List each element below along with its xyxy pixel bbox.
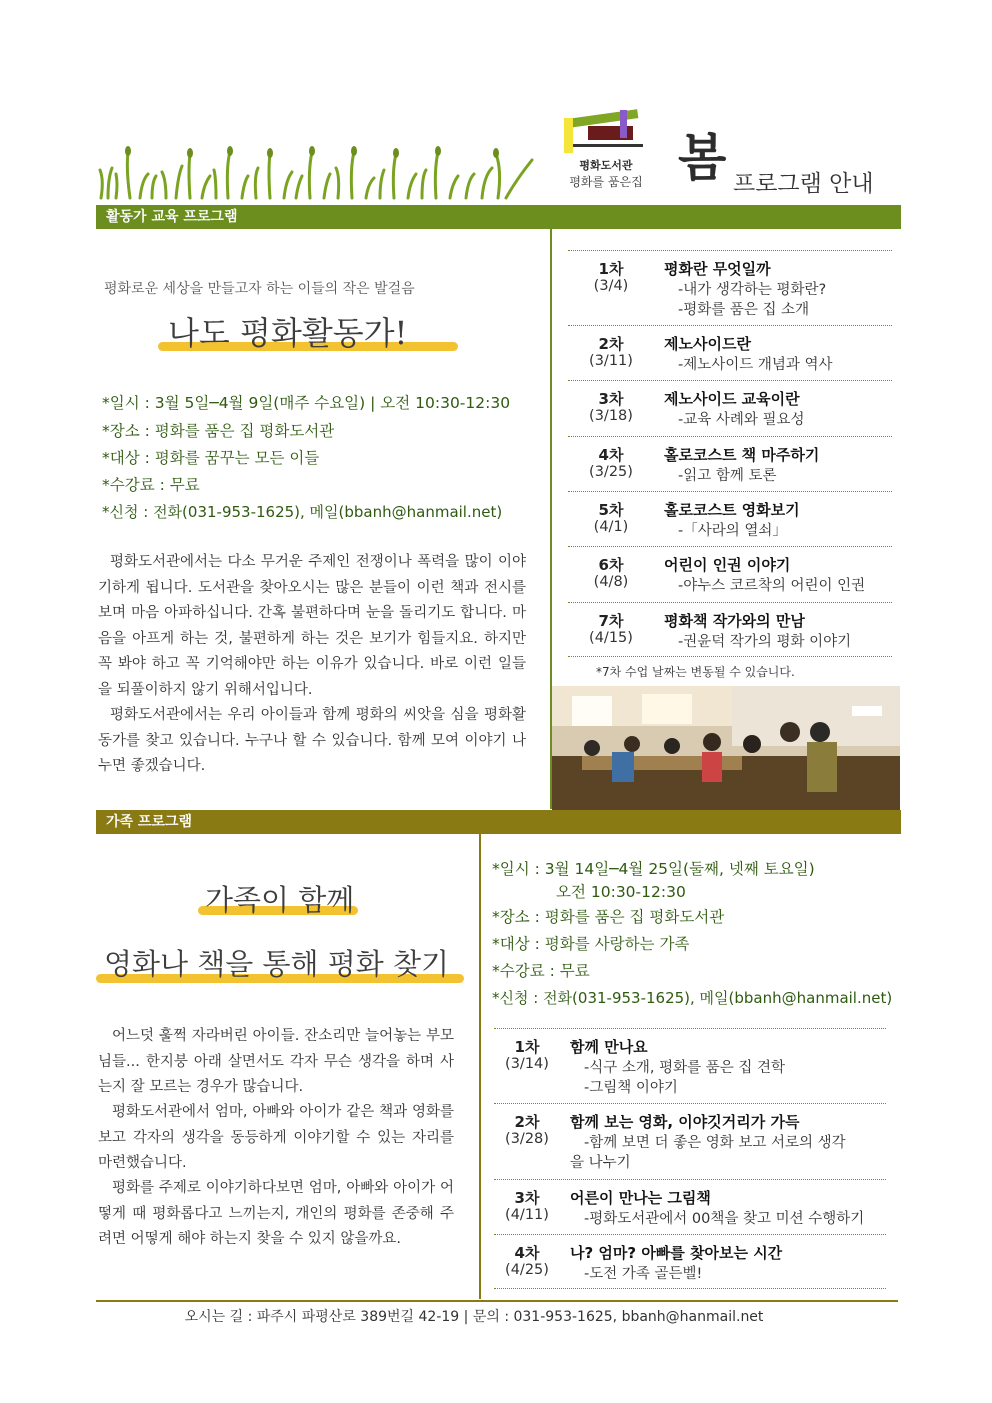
- schedule-session-title: 홀로코스트 책 마주하기: [664, 446, 820, 464]
- info-date: *일시 : 3월 5일─4월 9일(매주 수요일) | 오전 10:30-12:30: [102, 394, 511, 412]
- schedule-session-number: 4차: [514, 1244, 540, 1262]
- schedule-session-detail: -도전 가족 골든벨!: [584, 1266, 703, 1282]
- schedule-session-title: 함께 만나요: [570, 1038, 648, 1056]
- schedule-row-divider: [568, 436, 892, 437]
- program-guide-title: 프로그램 안내: [733, 171, 874, 197]
- schedule-note: *7차 수업 날짜는 변동될 수 있습니다.: [596, 665, 795, 679]
- schedule-session-detail: 을 나누기: [570, 1155, 631, 1171]
- class-photo: [552, 686, 900, 810]
- schedule-session-detail: -그림책 이야기: [584, 1080, 678, 1096]
- schedule-session-number: 1차: [598, 260, 624, 278]
- schedule-session-title: 홀로코스트 영화보기: [664, 501, 800, 519]
- schedule-session-date: (3/18): [589, 408, 633, 424]
- schedule-session-date: (4/8): [593, 574, 629, 590]
- schedule-session-number: 3차: [598, 390, 624, 408]
- schedule-session-detail: -교육 사례와 필요성: [678, 412, 805, 428]
- schedule-session-number: 1차: [514, 1038, 540, 1056]
- schedule-session-date: (4/11): [505, 1207, 549, 1223]
- section-bar-activist: 활동가 교육 프로그램: [96, 205, 901, 229]
- schedule-row-divider: [494, 1179, 886, 1180]
- info-place: *장소 : 평화를 품은 집 평화도서관: [102, 422, 335, 440]
- schedule-session-detail: -권윤덕 작가의 평화 이야기: [678, 634, 852, 650]
- schedule-session-detail: -평화도서관에서 00책을 찾고 미션 수행하기: [584, 1211, 865, 1227]
- family-paragraph-3: 평화를 주제로 이야기하다보면 엄마, 아빠와 아이가 어떻게 때 평화롭다고 느끼는지, 개인의 평화를 존중해 주려면 어떻게 해야 하는지 찾을 수 있지 않을까요.: [98, 1180, 454, 1248]
- family-paragraph-1: 어느덧 훌쩍 자라버린 아이들. 잔소리만 늘어놓는 부모님들... 한지붕 아래 살면서도 각자 무슨 생각을 하며 사는지 잘 모르는 경우가 많습니다.: [98, 1028, 454, 1096]
- family-title-line1: 가족이 함께: [205, 883, 355, 917]
- schedule-session-number: 6차: [598, 556, 624, 574]
- schedule-row-divider: [568, 491, 892, 492]
- info-fee: *수강료 : 무료: [102, 476, 200, 494]
- schedule-row-divider: [568, 325, 892, 326]
- section-bar-family: 가족 프로그램: [96, 810, 901, 834]
- logo-name: 평화도서관: [579, 159, 633, 172]
- activist-title: 나도 평화활동가!: [168, 314, 408, 352]
- schedule-session-title: 함께 보는 영화, 이야깃거리가 가득: [570, 1113, 800, 1131]
- schedule-session-detail: -「사라의 열쇠」: [678, 523, 787, 539]
- schedule-row-divider: [568, 250, 892, 251]
- schedule-row-divider: [494, 1234, 886, 1235]
- schedule-session-number: 5차: [598, 501, 624, 519]
- activist-paragraph-1: 평화도서관에서는 다소 무거운 주제인 전쟁이나 폭력을 많이 이야기하게 됩니다. 도서관을 찾아오시는 많은 분들이 이런 책과 전시를 보며 마음 아파하십니다. 간혹 불편하다며 눈을 돌리기도 합니다. 마음을 아프게 하는 것, 불편하게 하는 것은 보기가 힘들지요. 하지만 꼭 봐야 하고 꼭 기억해야만 하는 이유가 있습니다. 바로 이런 일들을 되풀이하지 않기 위해서입니다.: [98, 554, 526, 698]
- schedule-session-title: 제노사이드란: [664, 335, 751, 353]
- schedule-session-title: 어린이 인권 이야기: [664, 556, 791, 574]
- activist-subtitle: 평화로운 세상을 만들고자 하는 이들의 작은 발걸음: [104, 281, 415, 297]
- schedule-session-date: (4/25): [505, 1262, 549, 1278]
- season-title: 봄: [678, 128, 727, 187]
- activist-paragraph-2: 평화도서관에서는 우리 아이들과 함께 평화의 씨앗을 심을 평화활동가를 찾고 있습니다. 누구나 할 수 있습니다. 함께 모여 이야기 나누면 좋겠습니다.: [98, 707, 526, 775]
- schedule-row-divider: [568, 656, 892, 657]
- family-info-date: *일시 : 3월 14일─4월 25일(둘째, 넷째 토요일): [492, 860, 815, 878]
- schedule-session-detail: -평화를 품은 집 소개: [678, 302, 810, 318]
- schedule-session-title: 평화책 작가와의 만남: [664, 612, 805, 630]
- schedule-session-date: (3/14): [505, 1056, 549, 1072]
- schedule-session-number: 2차: [598, 335, 624, 353]
- family-info-target: *대상 : 평화를 사랑하는 가족: [492, 935, 690, 953]
- schedule-session-title: 나? 엄마? 아빠를 찾아보는 시간: [570, 1244, 783, 1262]
- schedule-row-divider: [568, 380, 892, 381]
- schedule-session-date: (4/15): [589, 630, 633, 646]
- schedule-session-title: 어른이 만나는 그림책: [570, 1189, 711, 1207]
- schedule-session-date: (4/1): [593, 519, 629, 535]
- schedule-session-title: 제노사이드 교육이란: [664, 390, 800, 408]
- schedule-row-divider: [568, 546, 892, 547]
- schedule-session-detail: -야누스 코르착의 어린이 인권: [678, 578, 866, 594]
- schedule-session-detail: -식구 소개, 평화를 품은 집 견학: [584, 1060, 785, 1076]
- family-info-fee: *수강료 : 무료: [492, 962, 590, 980]
- schedule-row-divider: [494, 1288, 886, 1289]
- schedule-row-divider: [494, 1103, 886, 1104]
- library-logo-icon: [558, 100, 648, 155]
- schedule-row-divider: [568, 602, 892, 603]
- schedule-session-date: (3/11): [589, 353, 633, 369]
- info-apply: *신청 : 전화(031-953-1625), 메일(bbanh@hanmail.net): [102, 503, 503, 521]
- schedule-session-number: 7차: [598, 612, 624, 630]
- schedule-session-title: 평화란 무엇일까: [664, 260, 771, 278]
- info-target: *대상 : 평화를 꿈꾸는 모든 이들: [102, 449, 320, 467]
- schedule-session-detail: -읽고 함께 토론: [678, 468, 777, 484]
- schedule-session-number: 3차: [514, 1189, 540, 1207]
- schedule-session-detail: -내가 생각하는 평화란?: [678, 282, 827, 298]
- family-info-time: 오전 10:30-12:30: [556, 883, 686, 901]
- schedule-session-detail: -제노사이드 개념과 역사: [678, 357, 833, 373]
- column-divider-2: [479, 834, 481, 1299]
- schedule-row-divider: [494, 1028, 886, 1029]
- schedule-session-number: 2차: [514, 1113, 540, 1131]
- footer-divider: [96, 1300, 898, 1302]
- schedule-session-date: (3/25): [589, 464, 633, 480]
- schedule-session-date: (3/4): [593, 278, 629, 294]
- schedule-session-date: (3/28): [505, 1131, 549, 1147]
- schedule-session-detail: -함께 보면 더 좋은 영화 보고 서로의 생각: [584, 1135, 846, 1151]
- family-paragraph-2: 평화도서관에서 엄마, 아빠와 아이가 같은 책과 영화를 보고 각자의 생각을 동등하게 이야기할 수 있는 자리를 마련했습니다.: [98, 1104, 454, 1172]
- footer-text: 오시는 길 : 파주시 파평산로 389번길 42-19 | 문의 : 031-953-1625, bbanh@hanmail.net: [184, 1309, 764, 1325]
- logo-tagline: 평화를 품은집: [569, 175, 643, 189]
- family-info-apply: *신청 : 전화(031-953-1625), 메일(bbanh@hanmail.net): [492, 989, 893, 1007]
- family-info-place: *장소 : 평화를 품은 집 평화도서관: [492, 908, 725, 926]
- schedule-session-number: 4차: [598, 446, 624, 464]
- family-title-line2: 영화나 책을 통해 평화 찾기: [104, 947, 450, 981]
- grass-decoration: [96, 140, 536, 202]
